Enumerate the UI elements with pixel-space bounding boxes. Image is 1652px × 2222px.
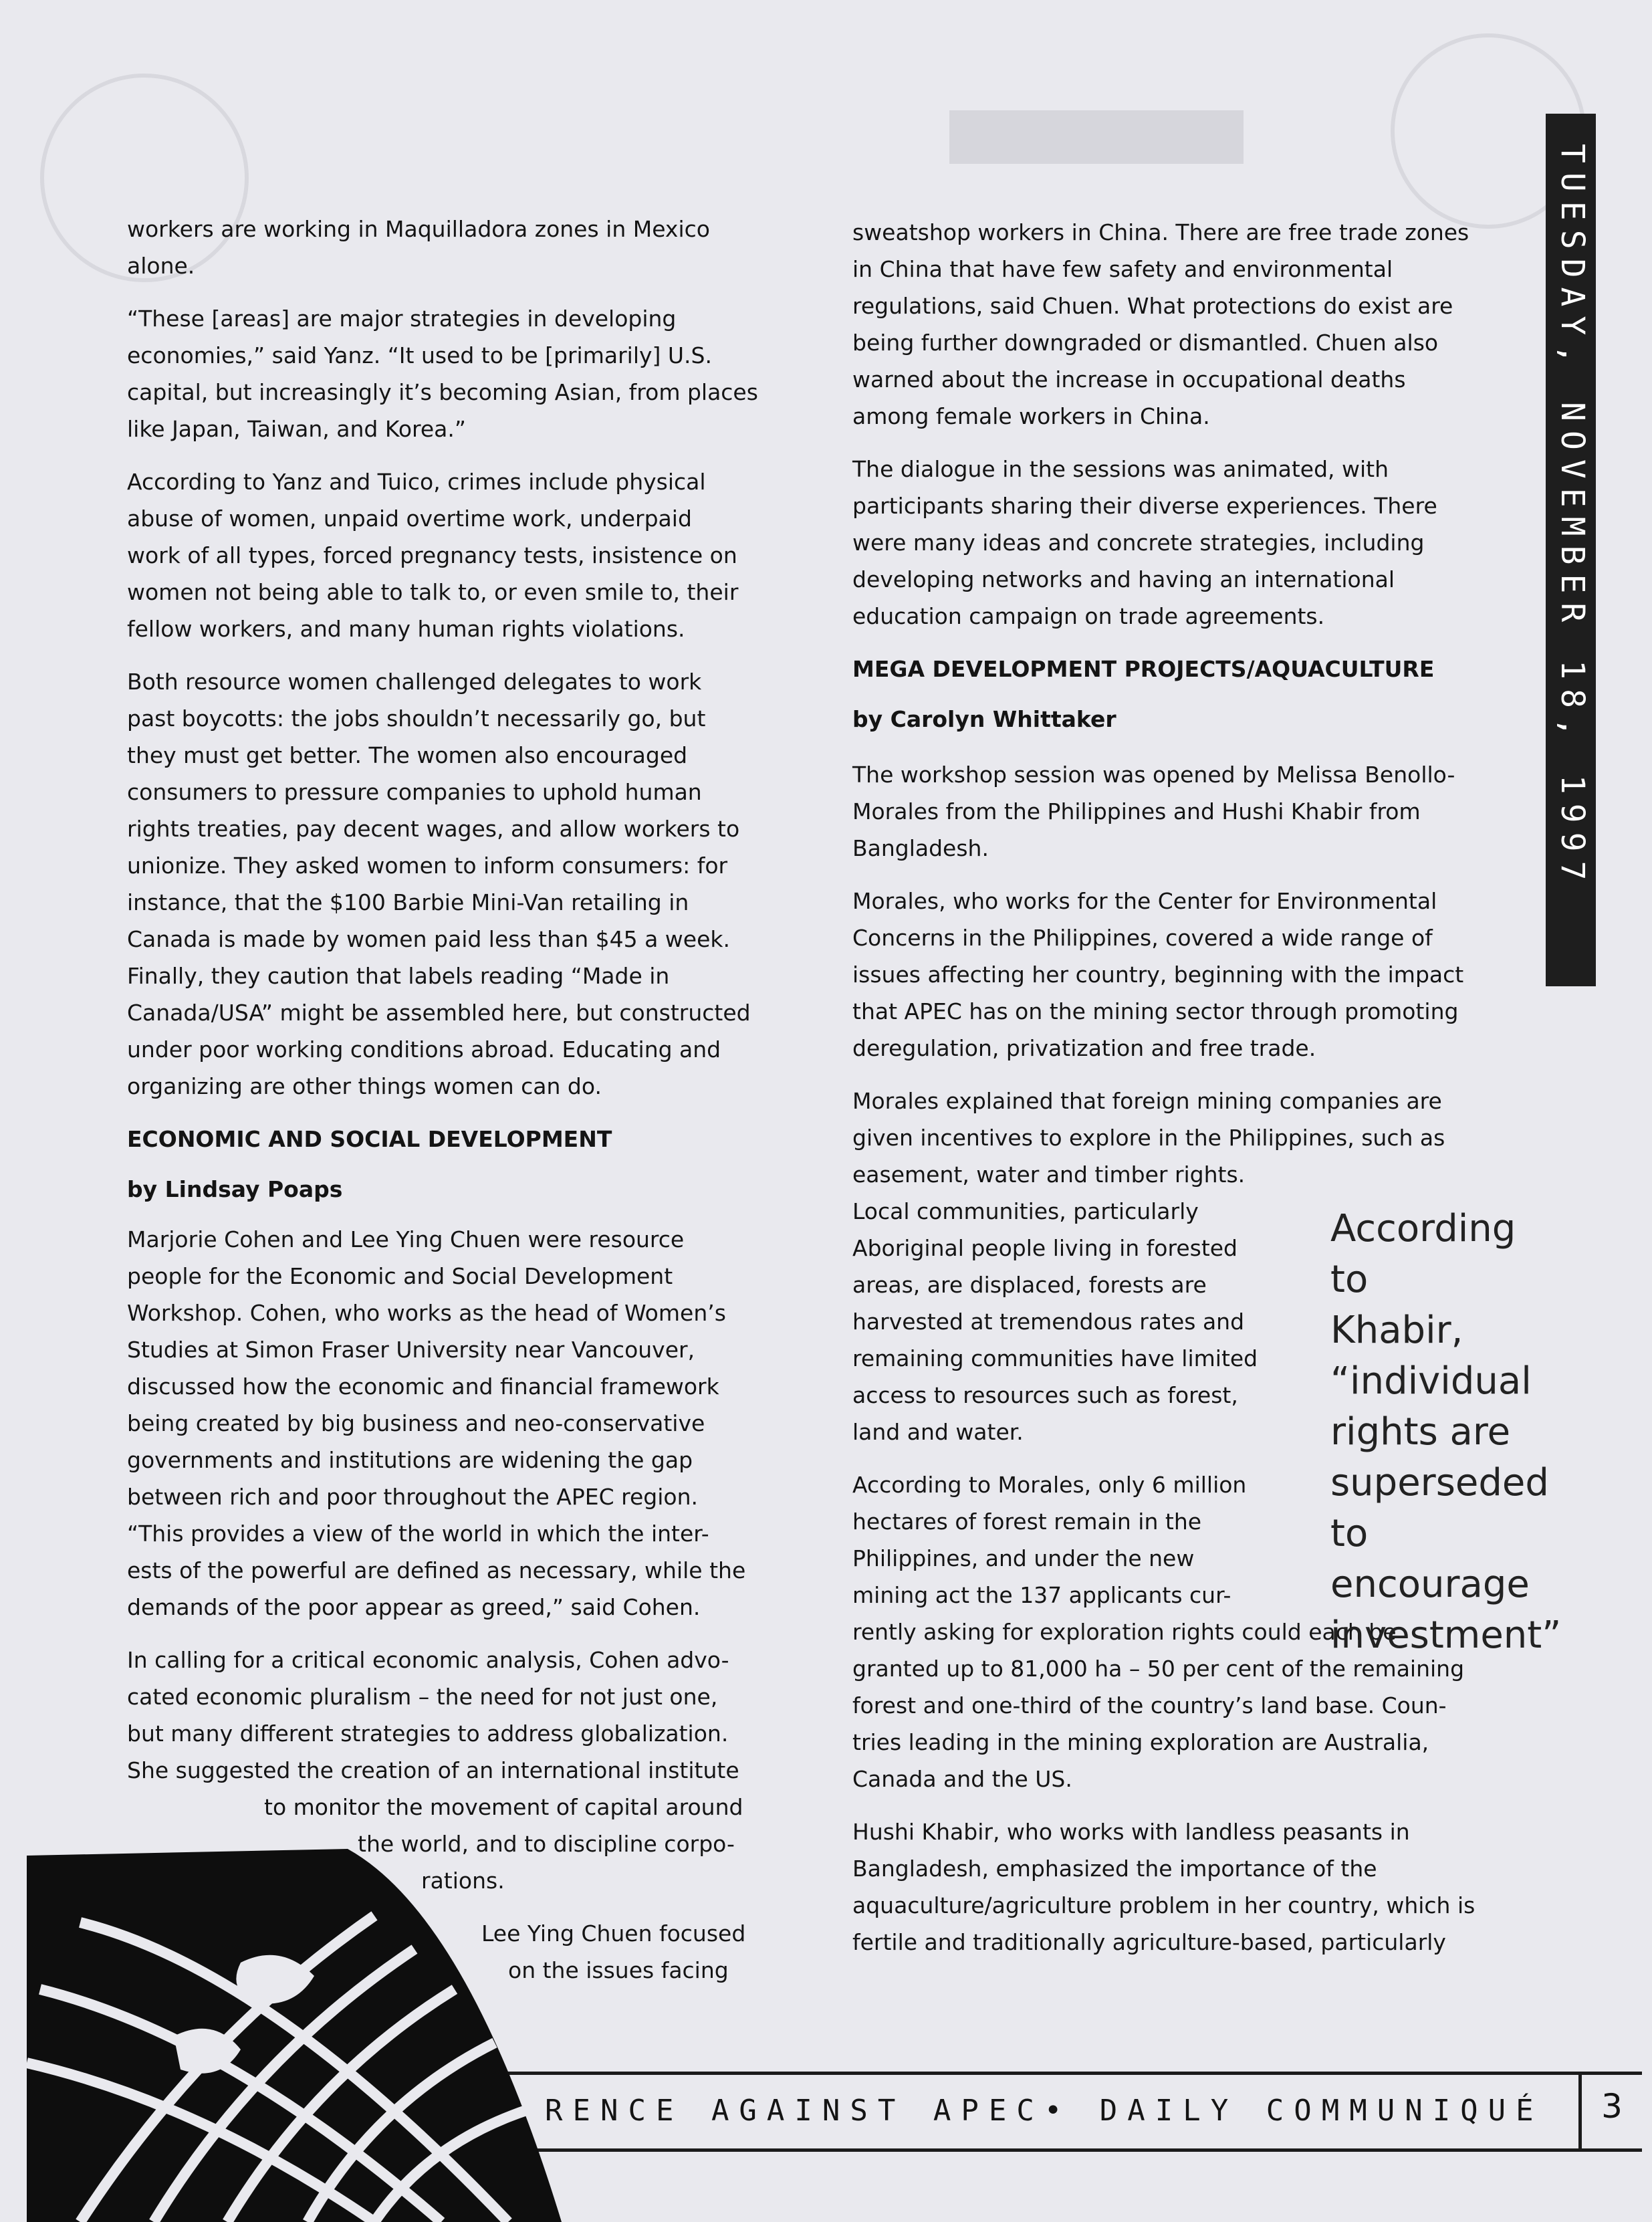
- paragraph: workers are working in Maquilladora zones in Mexico alone.: [127, 216, 710, 279]
- paragraph: Morales explained that foreign mining companies are given incentives to explore in the Philippines, such as easement, water and timber rights. Local communities, particularly Aboriginal people living in forested areas, are displaced, forests are harvested at tremendous rates and remaining communities have limited access to resources such as forest, land and water.: [852, 1088, 1445, 1445]
- paragraph: In calling for a critical economic analysis, Cohen advo- cated economic pluralism – the need for not just one, but many different strategies to address globalization. She suggested the creation of an international institute: [127, 1647, 739, 1783]
- globe-logo-icon: [0, 1836, 575, 2222]
- page-number: 3: [1578, 2072, 1642, 2152]
- paragraph: According to Morales, only 6 million hectares of forest remain in the Philippines, and under the new mining act the 137 applicants cur- rently asking for exploration rights could each be granted up to 81,000 ha – 50 per cent of the remaining forest and one-third of the country’s land base. Coun- tries leading in the mining exploration are Australia, Canada and the US.: [852, 1472, 1465, 1792]
- paragraph-line: the world, and to discipline corpo-: [358, 1831, 735, 1857]
- section-heading: MEGA DEVELOPMENT PROJECTS/AQUACULTURE: [852, 656, 1435, 682]
- paragraph: Both resource women challenged delegates to work past boycotts: the jobs shouldn’t necessarily go, but they must get better. The women also encouraged consumers to pressure companies to uphold human rights treaties, pay decent wages, and allow workers to unionize. They asked women to inform consumers: for instance, that the $100 Barbie Mini-Van retailing in Canada is made by women paid less than $45 a week. Finally, they caution that labels reading “Made in Canada/USA” might be assembled here, but constructed under poor working conditions abroad. Educating and organizing are other things women can do.: [127, 669, 751, 1099]
- paragraph-line: to monitor the movement of capital around: [264, 1794, 743, 1820]
- paragraph: The dialogue in the sessions was animated, with participants sharing their diverse experiences. There were many ideas and concrete strategies, including developing networks and having an international education campaign on trade agreements.: [852, 456, 1437, 629]
- byline: by Carolyn Whittaker: [852, 706, 1116, 732]
- paragraph-line: on the issues facing: [508, 1957, 729, 1983]
- paragraph: “These [areas] are major strategies in developing economies,” said Yanz. “It used to be [primarily] U.S. capital, but increasingly it’s becoming Asian, from places like Japan, Taiwan, and Korea.”: [127, 306, 758, 442]
- paragraph: Hushi Khabir, who works with landless peasants in Bangladesh, emphasized the importance of the aquaculture/agriculture problem in her country, which is fertile and traditionally agriculture-based, particularly: [852, 1819, 1476, 1955]
- paragraph-line: Lee Ying Chuen focused: [481, 1920, 746, 1947]
- byline: by Lindsay Poaps: [127, 1176, 343, 1202]
- date-tab: [1546, 114, 1596, 986]
- footer-title: RENCE AGAINST APEC• DAILY COMMUNIQUÉ: [545, 2094, 1544, 2128]
- show-through-block-top: [949, 110, 1244, 164]
- paragraph: Marjorie Cohen and Lee Ying Chuen were resource people for the Economic and Social Development Workshop. Cohen, who works as the head of Women’s Studies at Simon Fraser University near Vancouver, discussed how the economic and financial framework being created by big business and neo-conservative governments and institutions are widening the gap between rich and poor throughout the APEC region. “This provides a view of the world in which the inter- ests of the powerful are defined as necessary, while the demands of the poor appear as greed,” said Cohen.: [127, 1226, 746, 1620]
- pull-quote: According to Khabir, “individual rights are superseded to encourage investment”: [1330, 1207, 1562, 1657]
- section-heading: ECONOMIC AND SOCIAL DEVELOPMENT: [127, 1126, 612, 1152]
- paragraph: Morales, who works for the Center for Environmental Concerns in the Philippines, covered a wide range of issues affecting her country, beginning with the impact that APEC has on the mining sector through promoting deregulation, privatization and free trade.: [852, 888, 1464, 1061]
- footer-bar: [508, 2072, 1642, 2152]
- paragraph: According to Yanz and Tuico, crimes include physical abuse of women, unpaid overtime work, underpaid work of all types, forced pregnancy tests, insistence on women not being able to talk to, or even smile to, their fellow workers, and many human rights violations.: [127, 469, 739, 642]
- paragraph-line: rations.: [421, 1868, 505, 1894]
- left-column: [127, 211, 806, 1989]
- paragraph: sweatshop workers in China. There are free trade zones in China that have few safety and environmental regulations, said Chuen. What protections do exist are being further downgraded or dismantled. Chuen also warned about the increase in occupational deaths among female workers in China.: [852, 219, 1469, 429]
- right-column: [852, 214, 1514, 1977]
- paragraph: The workshop session was opened by Melissa Benollo- Morales from the Philippines and Hushi Khabir from Bangladesh.: [852, 762, 1455, 861]
- date-tab-text: TUESDAY, NOVEMBER 18, 1997: [1554, 144, 1591, 890]
